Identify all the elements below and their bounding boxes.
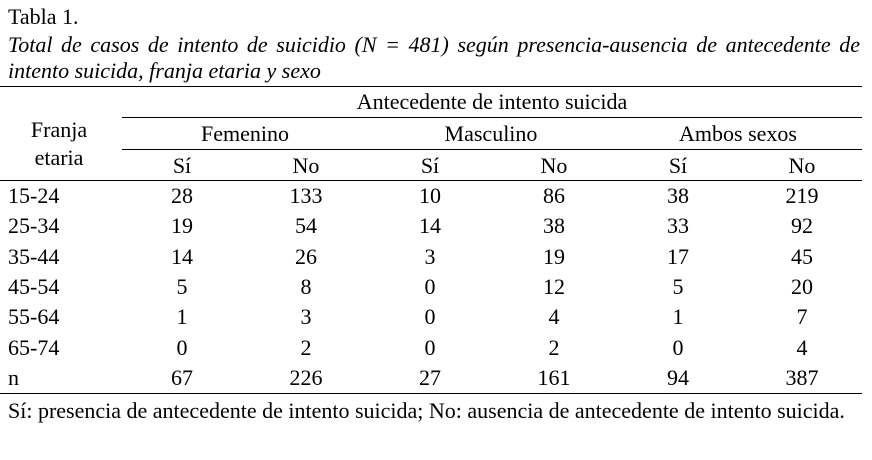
table-cell: 38: [667, 183, 689, 208]
table-cell: 4: [796, 335, 808, 360]
table-cell: 3: [300, 304, 312, 329]
sex-group-ambos: Ambos sexos: [679, 121, 797, 146]
row-header-line-2: etaria: [34, 145, 84, 170]
table-cell: 1: [672, 304, 684, 329]
sub-col-si-a: Sí: [668, 153, 688, 178]
table-cell: 14: [171, 244, 193, 269]
table-cell: 17: [667, 244, 689, 269]
sub-col-no-m: No: [540, 153, 568, 178]
row-label: 15-24: [8, 183, 60, 208]
row-label: 25-34: [8, 213, 60, 238]
table-cell: 94: [667, 365, 689, 390]
sex-rule: [122, 149, 862, 150]
table-caption-title: Total de casos de intento de suicidio (N = 481) según presencia-ausencia de antecedente de intento suicida, franja etaria y sexo: [8, 32, 860, 83]
table-cell: 19: [543, 244, 565, 269]
table-cell: 26: [295, 244, 317, 269]
table-cell: 0: [424, 274, 436, 299]
table-footnote: Sí: presencia de antecedente de intento suicida; No: ausencia de antecedente de intento suicida.: [8, 398, 845, 423]
group-rule: [122, 117, 862, 118]
row-header-line-1: Franja: [30, 117, 88, 142]
sex-group-femenino: Femenino: [201, 121, 289, 146]
table-cell: 133: [289, 183, 323, 208]
table-cell: 0: [424, 304, 436, 329]
row-label: n: [8, 365, 19, 390]
sub-col-si-f: Sí: [172, 153, 192, 178]
table-cell: 14: [419, 213, 441, 238]
table-cell: 2: [300, 335, 312, 360]
group-header: Antecedente de intento suicida: [356, 89, 628, 114]
table-cell: 86: [543, 183, 565, 208]
table-cell: 5: [672, 274, 684, 299]
table-cell: 33: [667, 213, 689, 238]
table-cell: 54: [295, 213, 317, 238]
table-cell: 27: [419, 365, 441, 390]
sex-group-masculino: Masculino: [444, 121, 538, 146]
table-cell: 19: [171, 213, 193, 238]
table-cell: 4: [548, 304, 560, 329]
table-cell: 20: [791, 274, 813, 299]
table-cell: 2: [548, 335, 560, 360]
table-cell: 7: [796, 304, 808, 329]
top-rule: [0, 86, 862, 87]
sub-col-no-a: No: [788, 153, 816, 178]
table-cell: 67: [171, 365, 193, 390]
table-cell: 226: [289, 365, 323, 390]
table-cell: 1: [176, 304, 188, 329]
row-label: 65-74: [8, 335, 60, 360]
table-caption-label: Tabla 1.: [8, 4, 79, 29]
bottom-rule: [0, 393, 862, 394]
sub-col-si-m: Sí: [420, 153, 440, 178]
table-cell: 12: [543, 274, 565, 299]
row-label: 55-64: [8, 304, 60, 329]
row-label: 45-54: [8, 274, 60, 299]
row-label: 35-44: [8, 244, 60, 269]
table-cell: 28: [171, 183, 193, 208]
table-cell: 0: [176, 335, 188, 360]
table-cell: 92: [791, 213, 813, 238]
table-cell: 10: [419, 183, 441, 208]
table-cell: 219: [785, 183, 819, 208]
table-cell: 45: [791, 244, 813, 269]
table-cell: 8: [300, 274, 312, 299]
table-cell: 0: [424, 335, 436, 360]
header-bottom-rule: [0, 180, 862, 181]
table-cell: 161: [537, 365, 571, 390]
sub-col-no-f: No: [292, 153, 320, 178]
table-cell: 38: [543, 213, 565, 238]
table-cell: 0: [672, 335, 684, 360]
table-cell: 5: [176, 274, 188, 299]
table-cell: 387: [785, 365, 819, 390]
table-cell: 3: [424, 244, 436, 269]
